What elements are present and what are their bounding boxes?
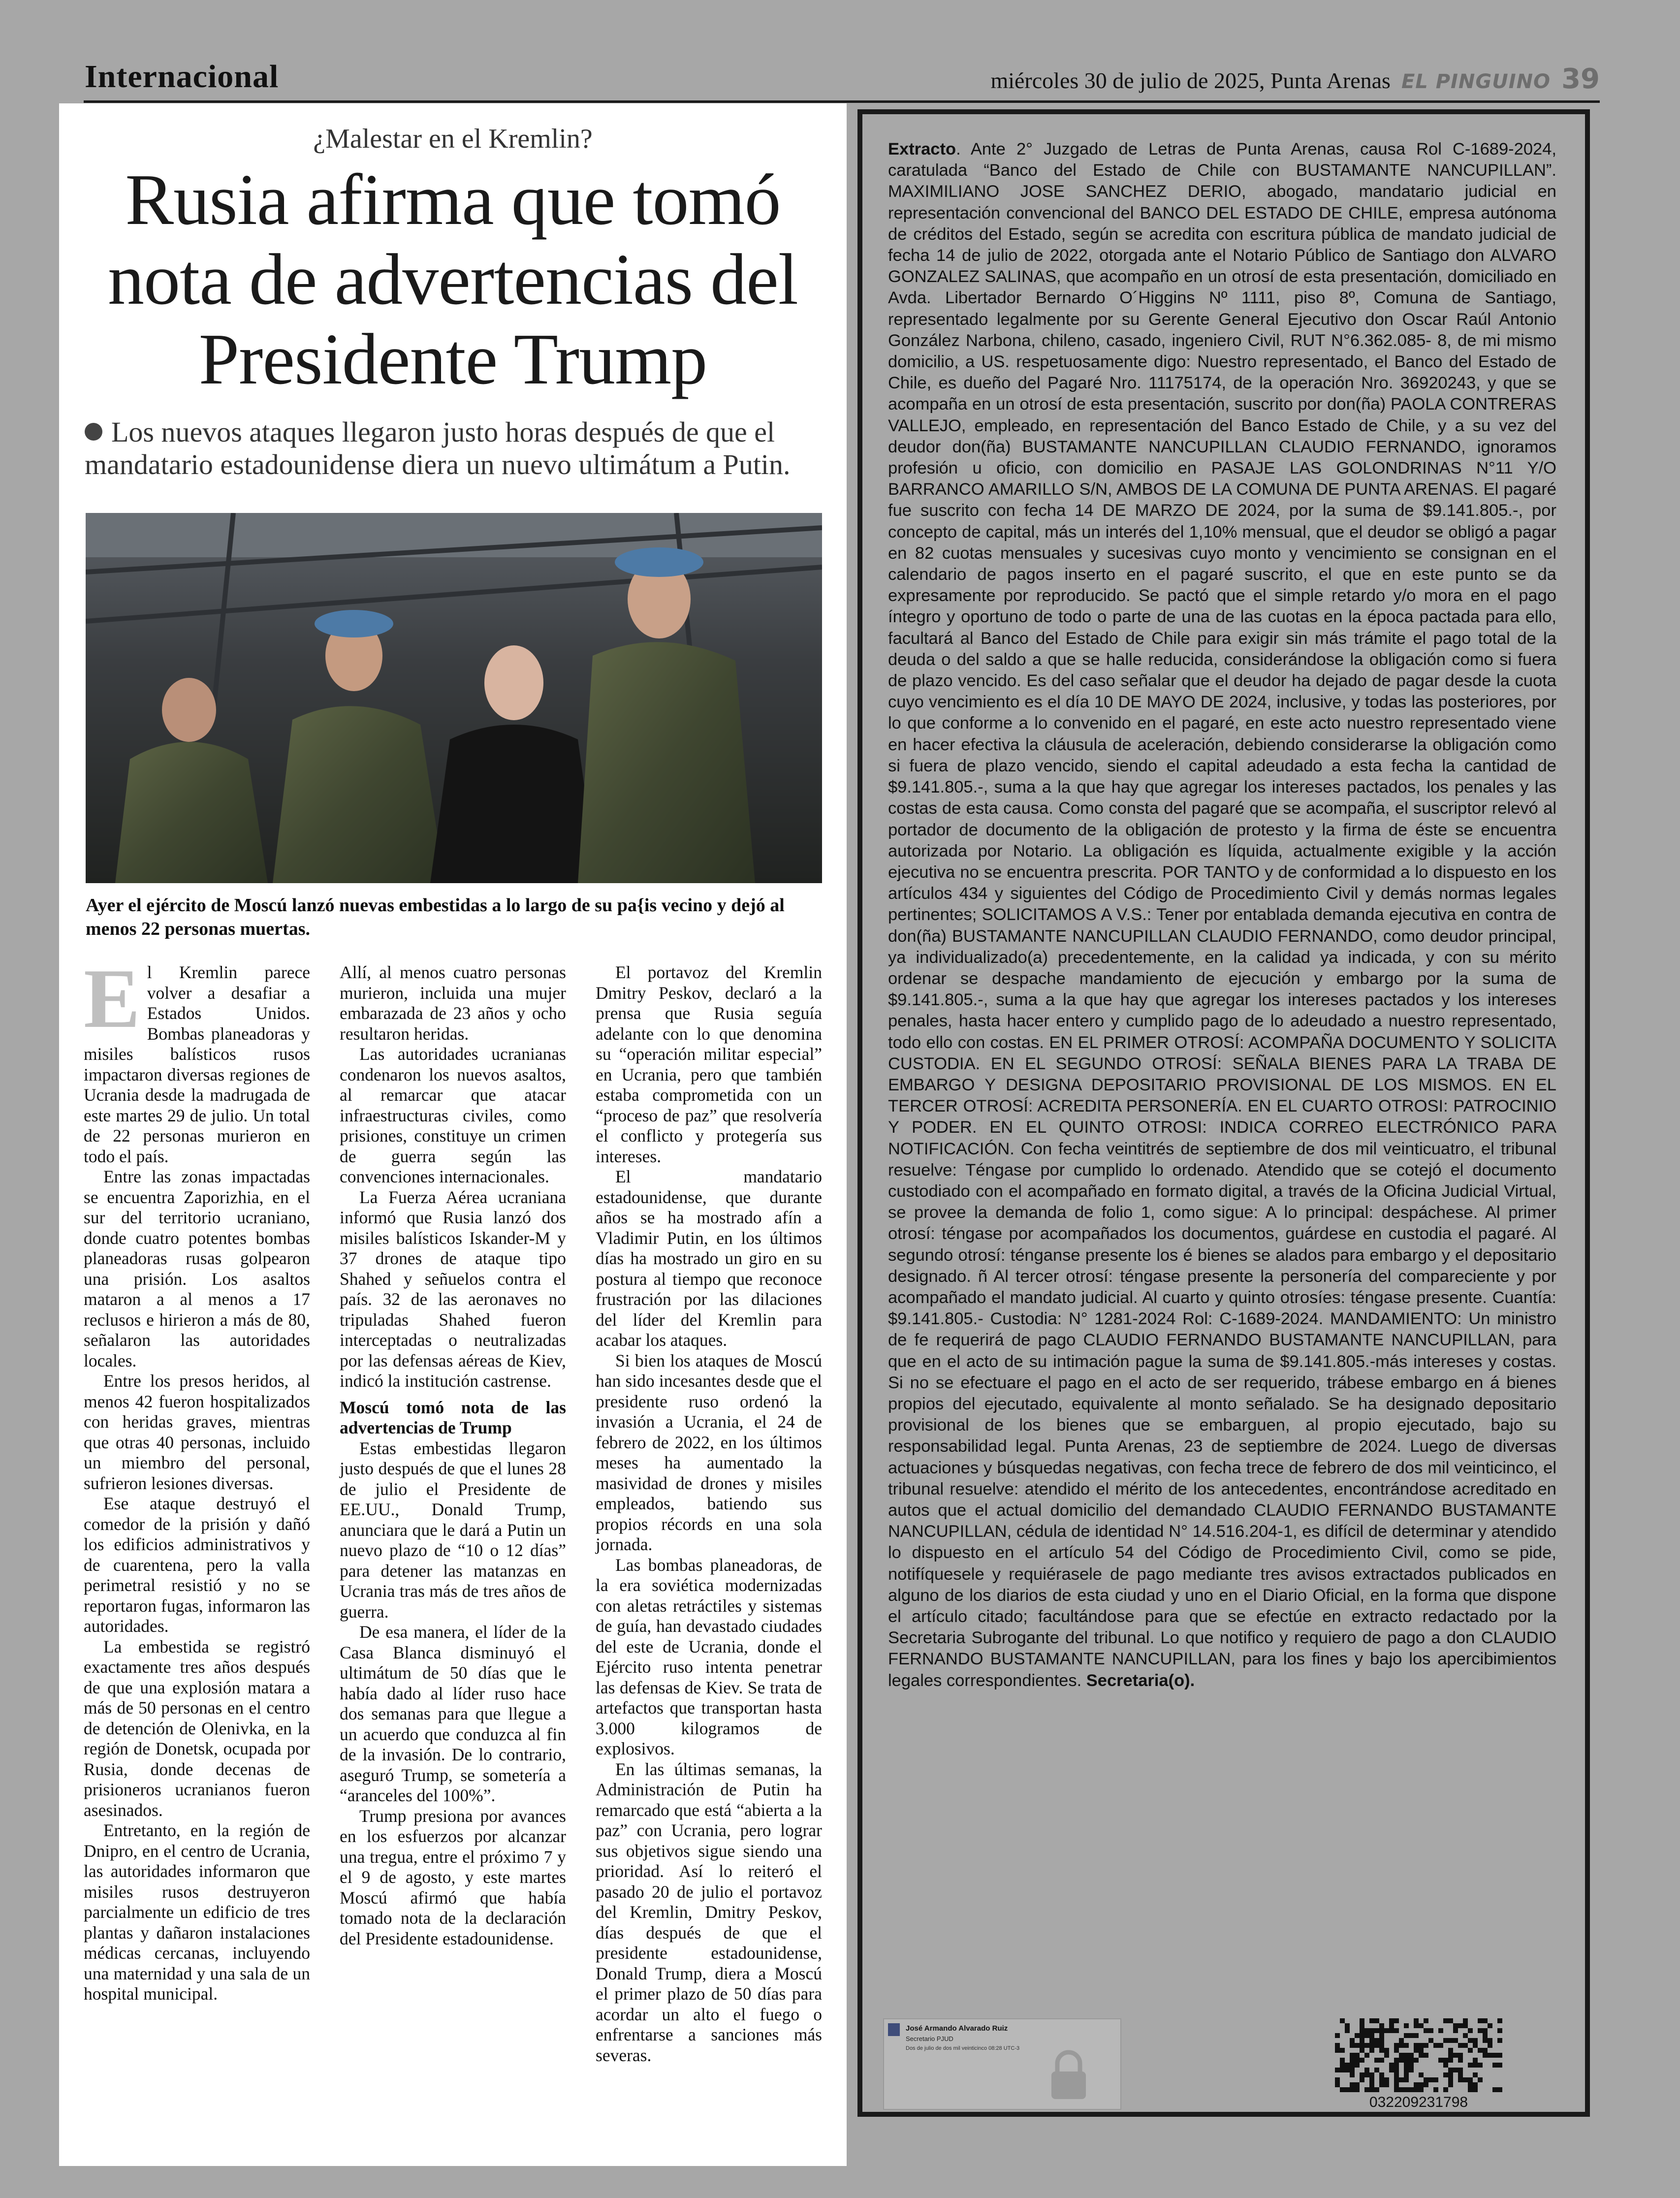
drop-cap: E (84, 952, 140, 1046)
qr-module (1350, 2063, 1355, 2068)
qr-module (1453, 2028, 1458, 2033)
qr-module (1384, 2077, 1389, 2082)
qr-module (1345, 2023, 1350, 2028)
paragraph: l Kremlin parece volver a desafiar a Estados Unidos. Bombas planeadoras y misiles balísticos rusos impactaron diversas regiones de Ucrania desde la madrugada de este martes 29 de julio. Un total de 22 personas murieron en todo el país. (84, 962, 310, 1166)
qr-module (1443, 2063, 1448, 2068)
qr-module (1458, 2077, 1463, 2082)
qr-module (1345, 2028, 1350, 2033)
qr-code (1335, 2018, 1502, 2092)
qr-module (1389, 2028, 1394, 2033)
qr-module (1404, 2033, 1409, 2038)
qr-module (1374, 2018, 1379, 2023)
qr-module (1399, 2058, 1404, 2063)
page-header (84, 58, 1600, 103)
qr-module (1384, 2048, 1389, 2053)
qr-module (1419, 2048, 1424, 2053)
qr-module (1404, 2023, 1409, 2028)
lead-text: Los nuevos ataques llegaron justo horas después de que el mandatario estadounidense diera un nuevo ultimátum a Putin. (85, 416, 791, 480)
qr-module (1335, 2077, 1340, 2082)
paragraph: La Fuerza Aérea ucraniana informó que Rusia lanzó dos misiles balísticos Iskander-M y 37 drones de ataque tipo Shahed y señuelos contra el país. 32 de las aeronaves no tripuladas Shahed fueron interceptadas o neutralizadas por las defensas aéreas de Kiev, indicó la institución castrense. (340, 1187, 566, 1391)
qr-module (1379, 2077, 1384, 2082)
qr-module (1488, 2023, 1492, 2028)
article-lead (85, 416, 828, 481)
paragraph: En las últimas semanas, la Administración de Putin ha remarcado que está “abierta a la paz” con Ucrania, pero lograr sus objetivos sigue siendo una prioridad. Así lo reiteró el pasado 20 de julio el portavoz del Kremlin, Dmitry Peskov, días después de que el presidente estadounidense, Donald Trump, diera a Moscú el primer plazo de 50 días para acordar un alto el fuego o enfrentarse a sanciones más severas. (596, 1759, 822, 2065)
qr-module (1448, 2068, 1453, 2072)
paragraph: Entretanto, en la región de Dnipro, en el centro de Ucrania, las autoridades informaron que misiles rusos destruyeron parcialmente un edificio de tres plantas y dañaron instalaciones médicas cercanas, incluyendo una maternidad y una sala de un hospital municipal. (84, 1820, 310, 2004)
qr-module (1419, 2043, 1424, 2048)
qr-module (1453, 2023, 1458, 2028)
qr-module (1492, 2063, 1497, 2068)
qr-module (1448, 2058, 1453, 2063)
qr-module (1473, 2043, 1478, 2048)
qr-module (1355, 2033, 1360, 2038)
qr-module (1379, 2043, 1384, 2048)
qr-module (1350, 2038, 1355, 2043)
qr-module (1404, 2068, 1409, 2072)
qr-module (1399, 2077, 1404, 2082)
qr-module (1448, 2018, 1453, 2023)
qr-module (1483, 2038, 1488, 2043)
electronic-signature (883, 2018, 1121, 2110)
qr-module (1394, 2087, 1399, 2092)
qr-module (1448, 2077, 1453, 2082)
qr-module (1379, 2072, 1384, 2077)
qr-module (1369, 2077, 1374, 2082)
qr-module (1419, 2023, 1424, 2028)
qr-module (1473, 2063, 1478, 2068)
qr-module (1438, 2058, 1443, 2063)
qr-module (1497, 2038, 1502, 2043)
qr-module (1409, 2063, 1414, 2068)
qr-module (1424, 2043, 1428, 2048)
qr-module (1414, 2033, 1419, 2038)
qr-module (1355, 2043, 1360, 2048)
qr-module (1497, 2028, 1502, 2033)
qr-module (1438, 2043, 1443, 2048)
qr-module (1379, 2023, 1384, 2028)
qr-module (1419, 2087, 1424, 2092)
qr-module (1369, 2018, 1374, 2023)
qr-module (1414, 2043, 1419, 2048)
qr-module (1414, 2087, 1419, 2092)
qr-module (1473, 2058, 1478, 2063)
qr-module (1364, 2087, 1369, 2092)
qr-module (1384, 2053, 1389, 2058)
qr-module (1443, 2072, 1448, 2077)
qr-module (1483, 2053, 1488, 2058)
qr-module (1389, 2023, 1394, 2028)
qr-module (1394, 2048, 1399, 2053)
qr-module (1433, 2043, 1438, 2048)
qr-module (1468, 2082, 1473, 2087)
paragraph: Entre las zonas impactadas se encuentra Zaporizhia, en el sur del territorio ucraniano, donde cuatro potentes bombas planeadoras rusas golpearon una prisión. Los asaltos mataron a al menos a 17 reclusos e hirieron a más de 80, señalaron las autoridades locales. (84, 1167, 310, 1370)
qr-module (1384, 2082, 1389, 2087)
qr-module (1394, 2028, 1399, 2033)
qr-module (1478, 2077, 1483, 2082)
qr-module (1443, 2038, 1448, 2043)
qr-module (1463, 2077, 1468, 2082)
qr-module (1488, 2038, 1492, 2043)
qr-module (1374, 2043, 1379, 2048)
qr-module (1453, 2038, 1458, 2043)
qr-module (1394, 2068, 1399, 2072)
article-column-3 (596, 962, 822, 2066)
qr-module (1463, 2018, 1468, 2023)
qr-module (1389, 2063, 1394, 2068)
qr-module (1364, 2043, 1369, 2048)
qr-module (1488, 2053, 1492, 2058)
qr-module (1360, 2058, 1364, 2063)
qr-module (1360, 2048, 1364, 2053)
qr-module (1394, 2082, 1399, 2087)
qr-module (1404, 2077, 1409, 2082)
qr-module (1497, 2018, 1502, 2023)
qr-module (1419, 2082, 1424, 2087)
qr-module (1379, 2033, 1384, 2038)
qr-module (1360, 2033, 1364, 2038)
qr-module (1350, 2043, 1355, 2048)
qr-module (1350, 2058, 1355, 2063)
qr-module (1497, 2053, 1502, 2058)
qr-module (1433, 2077, 1438, 2082)
qr-module (1404, 2058, 1409, 2063)
qr-module (1448, 2082, 1453, 2087)
qr-module (1458, 2058, 1463, 2063)
qr-module (1458, 2072, 1463, 2077)
notice-closing: Secretaria(o). (1086, 1671, 1195, 1690)
qr-module (1448, 2038, 1453, 2043)
article-kicker: ¿Malestar en el Kremlin? (313, 124, 593, 154)
qr-module (1394, 2043, 1399, 2048)
dateline: miércoles 30 de julio de 2025, Punta Arenas (990, 68, 1391, 93)
signer-date: Dos de julio de dos mil veinticinco 08:28 UTC-3 (906, 2045, 1020, 2051)
qr-module (1340, 2087, 1345, 2092)
qr-module (1345, 2087, 1350, 2092)
qr-module (1364, 2033, 1369, 2038)
qr-module (1335, 2048, 1340, 2053)
page-number: 39 (1561, 63, 1600, 95)
qr-module (1374, 2038, 1379, 2043)
qr-module (1492, 2053, 1497, 2058)
qr-module (1369, 2043, 1374, 2048)
article-column-2 (340, 962, 566, 1949)
qr-module (1404, 2053, 1409, 2058)
qr-module (1473, 2082, 1478, 2087)
qr-module (1340, 2058, 1345, 2063)
qr-module (1463, 2023, 1468, 2028)
qr-module (1340, 2018, 1345, 2023)
qr-module (1488, 2043, 1492, 2048)
qr-module (1428, 2028, 1433, 2033)
qr-module (1478, 2028, 1483, 2033)
qr-module (1394, 2018, 1399, 2023)
qr-module (1369, 2038, 1374, 2043)
qr-module (1369, 2033, 1374, 2038)
section-label: Internacional (85, 59, 279, 95)
qr-module (1389, 2068, 1394, 2072)
qr-module (1468, 2028, 1473, 2033)
paragraph: Trump presiona por avances en los esfuerzos por alcanzar una tregua, entre el próximo 7 y el 9 de agosto, y este martes Moscú afirmó que había tomado nota de la declaración del Presidente estadounidense. (340, 1806, 566, 1948)
qr-module (1379, 2028, 1384, 2033)
qr-module (1453, 2053, 1458, 2058)
qr-module (1473, 2072, 1478, 2077)
qr-module (1438, 2028, 1443, 2033)
qr-module (1424, 2053, 1428, 2058)
qr-module (1350, 2082, 1355, 2087)
qr-module (1463, 2033, 1468, 2038)
qr-module (1369, 2028, 1374, 2033)
qr-module (1360, 2023, 1364, 2028)
qr-module (1350, 2087, 1355, 2092)
qr-module (1468, 2038, 1473, 2043)
seal-icon (888, 2023, 900, 2036)
photo-soldiers (86, 513, 822, 883)
qr-module (1369, 2082, 1374, 2087)
qr-module (1483, 2033, 1488, 2038)
paragraph: Allí, al menos cuatro personas murieron, incluida una mujer embarazada de 23 años y ocho resultaron heridas. (340, 962, 566, 1044)
qr-module (1468, 2077, 1473, 2082)
qr-module (1384, 2028, 1389, 2033)
qr-module (1379, 2048, 1384, 2053)
paragraph: El mandatario estadounidense, que durante años se ha mostrado afín a Vladimir Putin, en los últimos días ha mostrado un giro en su postura al tiempo que reconoce frustración por las dilaciones del líder del Kremlin para acabar los ataques. (596, 1167, 822, 1350)
qr-module (1424, 2018, 1428, 2023)
qr-module (1360, 2028, 1364, 2033)
qr-module (1404, 2072, 1409, 2077)
qr-module (1463, 2043, 1468, 2048)
qr-module (1335, 2033, 1340, 2038)
qr-module (1340, 2068, 1345, 2072)
qr-module (1350, 2053, 1355, 2058)
qr-module (1419, 2072, 1424, 2077)
qr-module (1369, 2072, 1374, 2077)
qr-module (1355, 2058, 1360, 2063)
qr-module (1369, 2048, 1374, 2053)
qr-module (1335, 2043, 1340, 2048)
qr-module (1355, 2087, 1360, 2092)
qr-module (1458, 2043, 1463, 2048)
qr-module (1394, 2063, 1399, 2068)
lock-icon (1046, 2048, 1091, 2102)
qr-module (1483, 2028, 1488, 2033)
qr-module (1360, 2038, 1364, 2043)
qr-module (1374, 2028, 1379, 2033)
signer-name: José Armando Alvarado Ruiz (906, 2024, 1008, 2033)
qr-module (1345, 2068, 1350, 2072)
qr-module (1468, 2087, 1473, 2092)
qr-module (1483, 2018, 1488, 2023)
qr-module (1389, 2018, 1394, 2023)
qr-module (1428, 2038, 1433, 2043)
qr-module (1394, 2072, 1399, 2077)
qr-module (1360, 2018, 1364, 2023)
article-headline: Rusia afirma que tomó nota de advertencias del Presidente Trump (108, 159, 798, 400)
header-right (990, 63, 1600, 97)
qr-module (1345, 2063, 1350, 2068)
qr-module (1379, 2038, 1384, 2043)
photo-caption: Ayer el ejército de Moscú lanzó nuevas embestidas a lo largo de su pa{is vecino y dejó al menos 22 personas muertas. (86, 895, 785, 939)
qr-module (1414, 2018, 1419, 2023)
qr-module (1379, 2082, 1384, 2087)
qr-module (1350, 2072, 1355, 2077)
qr-module (1468, 2063, 1473, 2068)
qr-module (1453, 2068, 1458, 2072)
paragraph: Si bien los ataques de Moscú han sido incesantes desde que el presidente ruso ordenó la invasión a Ucrania, el 24 de febrero de 2022, en los últimos meses ha aumentado la masividad de drones y misiles empleados, batiendo sus propios récords en una sola jornada. (596, 1350, 822, 1554)
paragraph: Estas embestidas llegaron justo después de que el lunes 28 de julio el Presidente de EE.UU., Donald Trump, anunciara que le dará a Putin un nuevo plazo de “10 o 12 días” para detener las matanzas en Ucrania tras más de tres años de guerra. (340, 1438, 566, 1622)
qr-module (1492, 2087, 1497, 2092)
qr-module (1340, 2063, 1345, 2068)
qr-module (1409, 2053, 1414, 2058)
qr-module (1448, 2072, 1453, 2077)
paragraph: Entre los presos heridos, al menos 42 fueron hospitalizados con heridas graves, mientras que otras 40 personas, incluido un miembro del personal, sufrieron lesiones diversas. (84, 1371, 310, 1493)
qr-module (1404, 2043, 1409, 2048)
qr-module (1414, 2058, 1419, 2063)
qr-module (1428, 2077, 1433, 2082)
paragraph: Ese ataque destruyó el comedor de la prisión y dañó los edificios administrativos y de cuarentena, pero la valla perimetral resistió y no se reportaron fugas, informaron las autoridades. (84, 1494, 310, 1636)
qr-module (1443, 2058, 1448, 2063)
qr-module (1473, 2087, 1478, 2092)
qr-module (1424, 2077, 1428, 2082)
paragraph: La embestida se registró exactamente tres años después de que una explosión matara a más de 50 personas en el centro de detención de Olenivka, en la región de Donetsk, ocupada por Rusia, donde decenas de prisioneros ucranianos fueron asesinados. (84, 1636, 310, 1820)
legal-notice (857, 109, 1590, 2117)
qr-module (1458, 2068, 1463, 2072)
qr-module (1424, 2028, 1428, 2033)
qr-module (1340, 2048, 1345, 2053)
qr-module (1364, 2053, 1369, 2058)
qr-module (1468, 2048, 1473, 2053)
qr-module (1409, 2087, 1414, 2092)
signer-role: Secretario PJUD (906, 2035, 953, 2042)
qr-module (1448, 2048, 1453, 2053)
qr-module (1360, 2077, 1364, 2082)
qr-module (1369, 2087, 1374, 2092)
qr-module (1374, 2058, 1379, 2063)
qr-module (1483, 2048, 1488, 2053)
qr-module (1443, 2087, 1448, 2092)
news-article (59, 103, 847, 2166)
qr-module (1399, 2053, 1404, 2058)
paragraph: De esa manera, el líder de la Casa Blanca disminuyó el ultimátum de 50 días que le había dado al líder ruso hace dos semanas para que llegue a un acuerdo que conduzca al fin de la invasión. De lo contrario, aseguró Trump, se sometería a “aranceles del 100%”. (340, 1622, 566, 1805)
qr-module (1419, 2053, 1424, 2058)
qr-module (1478, 2018, 1483, 2023)
qr-module (1335, 2068, 1340, 2072)
article-subhead: Moscú tomó nota de las advertencias de Trump (340, 1397, 566, 1437)
qr-module (1399, 2043, 1404, 2048)
qr-module (1409, 2068, 1414, 2072)
qr-module (1458, 2023, 1463, 2028)
qr-module (1355, 2053, 1360, 2058)
qr-module (1364, 2072, 1369, 2077)
qr-code-number: 032209231798 (1369, 2094, 1468, 2110)
qr-module (1404, 2087, 1409, 2092)
qr-module (1379, 2058, 1384, 2063)
legal-notice-text (888, 139, 1556, 1691)
qr-module (1355, 2082, 1360, 2087)
qr-module (1399, 2038, 1404, 2043)
qr-module (1414, 2023, 1419, 2028)
notice-lead-word: Extracto (888, 140, 956, 159)
qr-module (1394, 2058, 1399, 2063)
qr-module (1355, 2063, 1360, 2068)
qr-module (1394, 2077, 1399, 2082)
news-photo (86, 513, 822, 883)
paragraph: Las bombas planeadoras, de la era soviética modernizadas con aletas retráctiles y sistemas de guía, han devastado ciudades del este de Ucrania, donde el Ejército ruso intenta penetrar las defensas de Kiev. Se trata de artefactos que transportan hasta 3.000 kilogramos de explosivos. (596, 1555, 822, 1758)
qr-module (1335, 2082, 1340, 2087)
notice-body: . Ante 2° Juzgado de Letras de Punta Arenas, causa Rol C-1689-2024, caratulada “Banco del Estado de Chile con BUSTAMANTE NANCUPILLAN”. MAXIMILIANO JOSE SANCHEZ DERIO, abogado, mandatario judicial en representación convencional del BANCO DEL ESTADO DE CHILE, empresa autónoma de créditos del Estado, según se acredita con escritura pública de mandato judicial de fecha 14 de julio de 2022, otorgada ante el Notario Público de Santiago don ALVARO GONZALEZ SALINAS, que acompaño en un otrosí de esta presentación, domiciliado en Avda. Libertador Bernardo O´Higgins Nº 1111, piso 8º, Comuna de Santiago, representado legalmente por su Gerente General Ejecutivo don Oscar Raúl Antonio González Narbona, chileno, casado, ingeniero Civil, RUT N°6.362.085- 8, de mi mismo domicilio, a US. respetuosamente digo: Nuestro representado, el Banco del Estado de Chile, es dueño del Pagaré Nro. 11175174, de la operación Nro. 36920243, y que se acompaña en un otrosí de esta presentación, suscrito por don(ña) PAOLA CONTRERAS VALLEJO, empleado, en representación del Banco Estado de Chile, y a su vez del deudor don(ña) BUSTAMANTE NANCUPILLAN CLAUDIO FERNANDO, ignoramos profesión u oficio, con domicilio en PASAJE LAS GOLONDRINAS N°11 Y/O BARRANCO AMARILLO S/N, AMBOS DE LA COMUNA DE PUNTA ARENAS. El pagaré fue suscrito con fecha 14 DE MARZO DE 2024, por la suma de $9.141.805.-, por concepto de capital, más un interés del 1,10% mensual, que el deudor se obligó a pagar en 82 cuotas mensuales y sucesivas cuyo monto y vencimiento se consignan en el calendario de pagos inserto en el pagaré suscrito, el que en este punto se da expresamente por reproducido. Se pactó que el simple retardo y/o mora en el pago íntegro y oportuno de todo o parte de una de las cuotas en la época pactada para ello, facultará al Banco del Estado de Chile para exigir sin más trámite el pago total de la deuda o del saldo a que se halle reducida, considerándose la obligación como si fuera de plazo vencido. Es del caso señalar que el deudor ha dejado de pagar desde la cuota cuyo vencimiento es el día 10 DE MAYO DE 2024, inclusive, y todas las posteriores, por lo que conforme a lo convenido en el pagaré, en este acto nuestro representado viene en hacer efectiva la cláusula de aceleración, debiendo considerarse la obligación como si fuera de plazo vencido, siendo el capital adeudado a esta fecha la cantidad de $9.141.805.-, suma a la que hay que agregar los intereses pactados, los penales y las costas de esta causa. Como consta del pagaré que se acompaña, el suscriptor relevó al portador de documento de la obligación de protesto y la firma de éste se encuentra autorizada por Notario. La obligación es líquida, actualmente exigible y la acción ejecutiva no se encuentra prescrita. POR TANTO y de conformidad a lo dispuesto en los artículos 434 y siguientes del Código de Procedimiento Civil y demás normas legales pertinentes; SOLICITAMOS A V.S.: Tener por entablada demanda ejecutiva en contra de don(ña) BUSTAMANTE NANCUPILLAN CLAUDIO FERNANDO, como deudor principal, ya individualizado(a) precedentemente, en la calidad ya indicada, y con su mérito ordenar se despache mandamiento de ejecución y embargo por la suma de $9.141.805.-, suma a la que hay que agregar los intereses pactados y los intereses penales, hasta hacer entero y cumplido pago de lo adeudado a nuestro representado, todo ello con costas. EN EL PRIMER OTROSÍ: ACOMPAÑA DOCUMENTO Y SOLICITA CUSTODIA. EN EL SEGUNDO OTROSÍ: SEÑALA BIENES PARA LA TRABA DE EMBARGO Y DESIGNA DEPOSITARIO PROVISIONAL DE LOS MISMOS. EN EL TERCER OTROSÍ: ACREDITA PERSONERÍA. EN EL CUARTO OTROSI: PATROCINIO Y PODER. EN EL QUINTO OTROSI: INDICA CORREO ELECTRÓNICO PARA NOTIFICACIÓN. Con fecha veintitrés de septiembre de dos mil veinticuatro, el tribunal resuelve: Téngase por cumplido lo ordenado. Atendido que se cotejó el documento custodiado con el acompañado en formato digital, a través de la Oficina Judicial Virtual, se provee la demanda de folio 1, como sigue: A lo principal: despáchese. Al primer otrosí: téngase por acompañados los documentos, guárdese en custodia el pagaré. Al segundo otrosí: ténganse presente los é bienes se alados para embargo y el depositario designado. ñ Al tercer otrosí: téngase presente la personería del compareciente y por acompañado el mandato judicial. Al cuarto y quinto otrosíes: téngase presente. Cuantía: $9.141.805.- Custodia: N° 1281-2024 Rol: C-1689-2024. MANDAMIENTO: Un ministro de fe requerirá de pago CLAUDIO FERNANDO BUSTAMANTE NANCUPILLAN, para que en el acto de su intimación pague la suma de $9.141.805.-más intereses y costas. Si no se efectuare el pago en el acto de ser requerido, trábese embargo en á bienes propios del ejecutado, equivalente al monto señalado. Se ha designado depositario provisional de los bienes que se embarguen, al propio ejecutado, bajo su responsabilidad legal. Punta Arenas, 23 de septiembre de 2024. Luego de diversas actuaciones y búsquedas negativas, con fecha trece de febrero de dos mil veinticinco, el tribunal resuelve: atendido el mérito de los antecedentes, encontrándose acreditado en autos que el actual domicilio del demandado CLAUDIO FERNANDO BUSTAMANTE NANCUPILLAN, cédula de identidad N° 14.516.204-1, es difícil de determinar y atendido lo dispuesto en el artículo 54 del Código de Procedimiento Civil, como se pide, notifíquesele y requiérasele de pago mediante tres avisos extractados publicados en alguno de los diarios de esta ciudad y uno en el Diario Oficial, en la forma que dispone el artículo citado; facultándose para que se efectúe en extracto redactado por la Secretaria Subrogante del tribunal. Lo que notifico y requiero de pago a don CLAUDIO FERNANDO BUSTAMANTE NANCUPILLAN, para los fines y bajo los apercibimientos legales correspondientes. (888, 140, 1556, 1690)
qr-module (1497, 2087, 1502, 2092)
qr-module (1473, 2038, 1478, 2043)
qr-module (1443, 2018, 1448, 2023)
qr-module (1433, 2087, 1438, 2092)
qr-module (1374, 2068, 1379, 2072)
qr-module (1374, 2087, 1379, 2092)
qr-module (1409, 2033, 1414, 2038)
qr-module (1360, 2072, 1364, 2077)
qr-module (1424, 2082, 1428, 2087)
qr-module (1497, 2063, 1502, 2068)
qr-module (1458, 2053, 1463, 2058)
bullet-icon (85, 423, 102, 441)
qr-module (1364, 2028, 1369, 2033)
qr-module (1409, 2058, 1414, 2063)
qr-module (1364, 2068, 1369, 2072)
paragraph: El portavoz del Kremlin Dmitry Peskov, declaró a la prensa que Rusia seguía adelante con lo que denomina su “operación militar especial” en Ucrania, pero que también estaba comprometida con un “proceso de paz” que resolvería el conflicto y protegería sus intereses. (596, 962, 822, 1166)
qr-module (1360, 2043, 1364, 2048)
qr-module (1350, 2068, 1355, 2072)
article-column-1 (84, 952, 310, 2005)
qr-module (1399, 2087, 1404, 2092)
qr-module (1414, 2082, 1419, 2087)
qr-module (1478, 2063, 1483, 2068)
qr-module (1404, 2063, 1409, 2068)
qr-module (1414, 2048, 1419, 2053)
paragraph: Las autoridades ucranianas condenaron los nuevos asaltos, al remarcar que atacar infraestructuras civiles, como prisiones, constituye un crimen de guerra según las convenciones internacionales. (340, 1044, 566, 1186)
qr-module (1448, 2053, 1453, 2058)
qr-module (1478, 2048, 1483, 2053)
paper-name: EL PINGUINO (1401, 70, 1551, 93)
